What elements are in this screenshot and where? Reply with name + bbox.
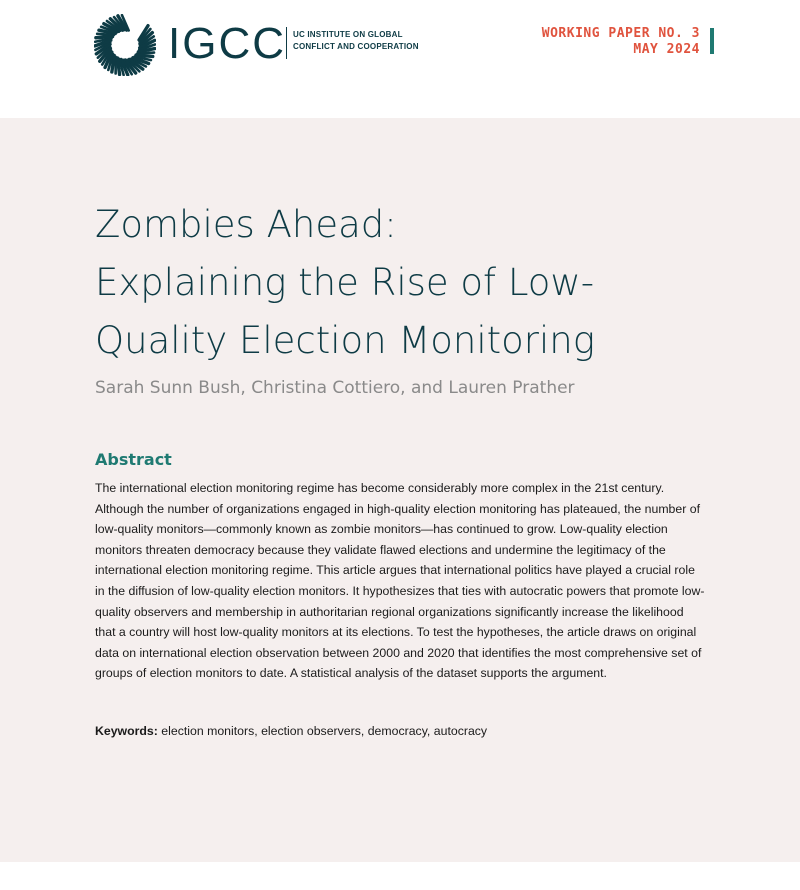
title-line-3: Quality Election Monitoring [95, 319, 595, 362]
abstract-body: The international election monitoring regime has become considerably more complex in the 21st century. Although the number of organizations engaged in high-quality election monitoring has plateaued, the number of low-quality monitors—commonly known as zombie monitors—has continued to grow. Low-quality election monitors threaten democracy because they validate flawed elections and undermine the legitimacy of the international election monitoring regime. This article argues that international politics have played a crucial role in the diffusion of low-quality election monitors. It hypothesizes that ties with autocratic powers that promote low-quality observers and membership in authoritarian regional organizations significantly increase the likelihood that a country will host low-quality monitors at its elections. To test the hypotheses, the article draws on original data on international election observation between 2000 and 2020 that identifies the most comprehensive set of groups of election monitors to date. A statistical analysis of the dataset supports the argument. [95, 481, 705, 681]
page-header [0, 0, 800, 118]
author-list: Sarah Sunn Bush, Christina Cottiero, and Lauren Prather [95, 378, 575, 398]
logo-ray [117, 58, 119, 75]
accent-bar [710, 28, 714, 54]
igcc-logo-icon [94, 14, 156, 76]
logo-subtitle-line2: CONFLICT AND COOPERATION [293, 42, 419, 51]
title-line-1: Zombies Ahead: [95, 203, 397, 246]
logo-ray [137, 53, 154, 54]
paper-info [542, 26, 700, 58]
keywords-label: Keywords: [95, 724, 158, 738]
logo-divider [286, 27, 287, 59]
keywords-line [95, 721, 707, 741]
paper-title [95, 196, 715, 370]
logo-subtitle-line1: UC INSTITUTE ON GLOBAL [293, 30, 403, 39]
logo-wordmark: IGCC [168, 19, 286, 68]
page-footer-strip [0, 862, 800, 890]
keywords-text: election monitors, election observers, democracy, autocracy [157, 724, 488, 738]
paper-number: WORKING PAPER NO. 3 [541, 26, 700, 41]
paper-date: MAY 2024 [633, 42, 700, 57]
abstract-heading: Abstract [95, 450, 172, 469]
title-line-2: Explaining the Rise of Low- [95, 261, 595, 304]
logo-subtitle [293, 29, 419, 53]
logo-ray [96, 37, 113, 38]
